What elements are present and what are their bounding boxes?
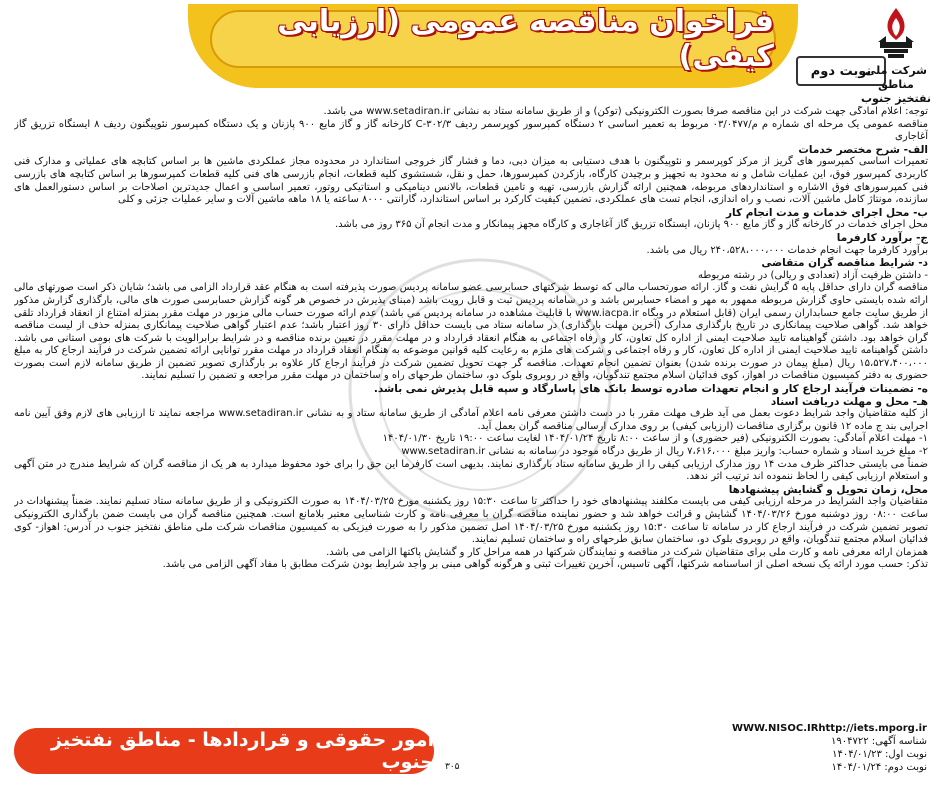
footer-info (627, 722, 927, 774)
ad-id: شناسه آگهی: ۱۹۰۴۷۲۲ (830, 736, 927, 747)
section-c-text: برآورد کارفرما جهت انجام خدمات ۲۴۰،۵۲۸،۰۰۰،۰۰۰ ریال می باشد. (646, 244, 928, 256)
section-e-item-3: ضمناً می بایستی حداکثر ظرف مدت ۱۴ روز مدارک ارزیابی کیفی را از طریق سامانه ستاد بارگذاری نمایند. بدیهی است کارفرما این حق را برای خود محفوظ میدارد به هر یک از مناقصه گران که شرایط مندرج در متن آگهی و استعلام ارزیابی کیفی را لحاظ ننموده اند ترتیب اثر ندهد. (14, 458, 928, 483)
section-e-item-1: ۱- مهلت اعلام آمادگی: بصورت الکترونیکی (فیر حضوری) و از ساعت ۸:۰۰ تاریخ ۱۴۰۴/۰۱/۲۴ لغایت ساعت ۱۹:۰۰ تاریخ ۱۴۰۴/۰۱/۳۰ (382, 433, 928, 445)
section-c-title: ج- برآورد کارفرما (836, 231, 928, 244)
section-b-text: محل اجرای خدمات در کارخانه گاز و گاز مایع ۹۰۰ پازنان، ایستگاه تزریق گاز آغاجاری و کارگاه مجهز پیمانکار و مدت انجام آن ۳۶۵ روز می باشد. (334, 219, 928, 231)
website-link[interactable]: WWW.NISOC.IRhttp://iets.mporg.ir (731, 723, 927, 734)
section-d-note: ه- تضمینات فرآیند ارجاع کار و انجام تعهدات صادره توسط بانک های پاسارگاد و سپه قابل پذیرش نمی باشد. (373, 383, 928, 396)
header (0, 0, 941, 108)
department-banner (14, 728, 434, 774)
section-e-text: از کلیه متقاضیان واجد شرایط دعوت بعمل می آید ظرف مهلت مقرر با در دست داشتن معرفی نامه اعلام آمادگی از طریق سامانه ستاد و به نشانی www.setadiran.ir مراجعه نمایند تا ارزیابی های لازم وفق آیین نامه اجرایی بند ج ماده ۱۲ قانون برگزاری مناقصات (ارزیابی کیفی) بر روی مدارک ارسالی مناقصه گران بعمل آید. (14, 408, 928, 432)
title-banner (210, 4, 776, 74)
second-round-date: نوبت دوم: ۱۴۰۴/۰۱/۲۴ (831, 762, 927, 773)
page-code: ۳۰۵ (445, 762, 460, 772)
section-d-text-1: - داشتن ظرفیت آزاد (تعدادی و ریالی) در رشته مربوطه (698, 269, 928, 281)
section-a-text: تعمیرات اساسی کمپرسور های گریز از مرکز کوپرسمر و نئوپیگنون با هدف دستیابی به میزان دبی، دما و فشار گاز خروجی استاندارد در محدوده مجاز عملکردی ماشین ها بر اساس کتابچه های عملیاتی و مدارک فنی کاربردی کمپرسور فوق، این عملیات شامل و نه محدود به تجهیز و برچیدن کارگاه، بازکردن کمپرسورها، حمل و نقل، شستشوی کلیه قطعات، انجام بازرسی های فنی کلیه قطعات کمپرسورها بر اساس کتابچه های بازرسی فنی کمپرسورهای فوق الاشاره و استانداردهای مربوطه، همچنین ارائه گزارش بازرسی، تهیه و تامین قطعات، بالانس دینامیکی و استاتیکی روتور، تعمیر اساسی و اعمال جدیدترین اصلاحات بر اساس دستورالعمل های سازنده، مونتاژ کامل ماشین آلات، نصب و راه اندازی، انجام تست های عملکردی، تضمین کیفیت کارکرد بر اساس استاندارد، گارانتی ۸۰۰۰ ساعته یا ۱۸ ماهه ماشین آلات و سایر عملیات جزئی و کلی (14, 156, 928, 206)
section-e-title: هـ- محل و مهلت دریافت اسناد (770, 395, 928, 408)
notice-body (14, 106, 928, 718)
intro-text: توجه: اعلام آمادگی جهت شرکت در این مناقصه صرفاً بصورت الکترونیکی (توکن) و از طریق سامانه ستاد به نشانی www.setadiran.ir می باشد. (323, 106, 928, 117)
section-e-item-2: ۲- مبلغ خرید اسناد و شماره حساب: واریز مبلغ ۷،۶۱۶،۰۰۰ ریال از طریق درگاه موجود در سامانه به نشانی www.setadiran.ir (401, 446, 928, 458)
company-logo (856, 6, 936, 106)
section-f-note-2: تذکر: حسب مورد ارائه یک نسخه اصلی از اساسنامه شرکتها، آگهی تاسیس، آخرین تغییرات ثبتی و هرگونه گواهی مبنی بر واجد شرایط بودن شرکت مطابق با مفاد آگهی الزامی می باشد. (162, 559, 928, 571)
section-d-title: د- شرایط مناقصه گران متقاضی (761, 257, 928, 270)
section-d-text-2: مناقصه گران دارای حداقل پایه ۵ گرایش نفت و گاز. ارائه صورتحساب مالی که توسط شرکتهای حسابرسی عضو سامانه پردیس صورت پذیرفته است به هنگام عقد قرارداد الزامی می باشد؛ شایان ذکر است صورتهای مالی ارائه شده بایستی حاوی گزارش مربوطه ممهور به مهر و امضاء حسابرس باشد و در سامانه پردیس ثبت و قابل رویت باشد (مبنای پذیرش در خصوص هر گونه گزارش حسابرسی صورت های مالی، بارگذاری گزارش مذکور از طریق سایت جامع حسابداران رسمی ایران (قابل استعلام در وبگاه www.iacpa.ir با قابلیت مشاهده در سامانه پردیس می باشد) عدم ارائه صورت حساب مالی مزبور در مهلت مقرر بمنزله امتناع از انعقاد قرارداد تلقی خواهد شد. گواهی صلاحیت پیمانکاری در تاریخ بارگذاری مدارک (آخرین مهلت بارگذاری) در سامانه ستاد می بایست حداقل دارای ۳۰ روز اعتبار باشد؛ عدم اعتبار گواهی صلاحیت پیمانکاری بمنزله حذف از لیست مناقصه گران خواهد بود. داشتن گواهینامه تایید صلاحیت ایمنی از اداره کل تعاون، کار و رفاه اجتماعی به هنگام انعقاد قرارداد و در مهلت مقرر در تعیین برنده مناقصه و در شرایط برابرالویت با شرکت های بومی استانی می باشد. داشتن گواهینامه تایید صلاحیت ایمنی از اداره کل تعاون، کار و رفاه اجتماعی و شرکت های ملزم به رعایت کلیه قوانین موضوعه به هنگام انعقاد قرارداد در مهلت مقرر توانایی ارائه تضمین شرکت در فرآیند ارجاع کار به مبلغ ۱۵،۵۲۷،۴۰۰،۰۰۰ ریال (مبلغ پیمان در صورت برنده شدن) بعنوان تضمین انجام تعهدات. مناقصه گر جهت تحویل تضمین شرکت در فرآیند ارجاع کار علاوه بر بارگذاری تصویر تضمین از طریق سامانه لازم است بصورت حضوری به دفتر کمیسیون مناقصات در اهواز، کوی فدائیان اسلام مجتمع تندگویان، واقع در روبروی بلوک دو، ساختمان طرحهای راه و ساختمان در مهلت مقرر مراجعه و تضمین را تسلیم نمایند. (14, 282, 928, 382)
tender-description: مناقصه عمومی یک مرحله ای شماره م م/۰۳/۰۴۷۷ مربوط به تعمیر اساسی ۲ دستگاه کمپرسور کوپرسمر ردیف C-۳۰۲/۳ کارخانه گاز و گاز مایع ۹۰۰ پازنان و یک دستگاه کمپرسور نئوپیگنون ردیف ۸ ایستگاه تزریق گاز آغاجاری (14, 118, 928, 143)
section-f-title: محل، زمان تحویل و گشایش پیشنهادها (728, 483, 928, 496)
section-b-title: ب- محل اجرای خدمات و مدت انجام کار (726, 206, 928, 219)
org-name: شرکت ملی مناطق نفتخیز جنوب (861, 64, 931, 105)
section-f-text: متقاضیان واجد الشرایط در مرحله ارزیابی کیفی می بایست مکلفند پیشنهادهای خود را حداکثر تا ساعت ۱۵:۳۰ روز یکشنبه مورخ ۱۴۰۴/۰۳/۲۵ به صورت الکترونیکی و از طریق سامانه ستاد تسلیم نمایند. ضمناً پیشنهادات در ساعت ۰۸:۰۰ روز دوشنبه مورخ ۱۴۰۴/۰۳/۲۶ گشایش و قرائت خواهد شد و حضور نماینده مناقصه گران با معرفی نامه و کارت شناسایی معتبر بلامانع است. همچنین مناقصه گران می بایست ضمن بارگذاری الکترونیکی تصویر تضمین شرکت در فرآیند ارجاع کار در سامانه تا ساعت ۱۵:۳۰ روز یکشنبه مورخ ۱۴۰۴/۰۳/۲۵ اصل تضمین مذکور را به صورت فیزیکی به کمیسیون مناقصات شرکت ملی مناطق نفتخیز جنوب در آدرس: اهواز- کوی فدائیان اسلام مجتمع تندگویان، واقع در روبروی بلوک دو، ساختمان سابق طرحهای راه و ساختمان تسلیم نمایند. (14, 496, 928, 546)
notice-title: فراخوان مناقصه عمومی (ارزیابی کیفی) (277, 4, 774, 74)
flame-logo-icon (874, 6, 918, 62)
round-badge: نوبت دوم (796, 56, 886, 86)
department-name: امور حقوقی و قراردادها - مناطق نفتخیز جنوب (51, 729, 434, 773)
first-round-date: نوبت اول: ۱۴۰۴/۰۱/۲۳ (832, 749, 927, 760)
section-a-title: الف- شرح مختصر خدمات (798, 143, 928, 156)
section-f-note-1: همزمان ارائه معرفی نامه و کارت ملی برای متقاضیان شرکت در مناقصه و نمایندگان شرکتها در همه مراحل کار و گشایش پاکتها الزامی می باشد. (326, 546, 928, 558)
